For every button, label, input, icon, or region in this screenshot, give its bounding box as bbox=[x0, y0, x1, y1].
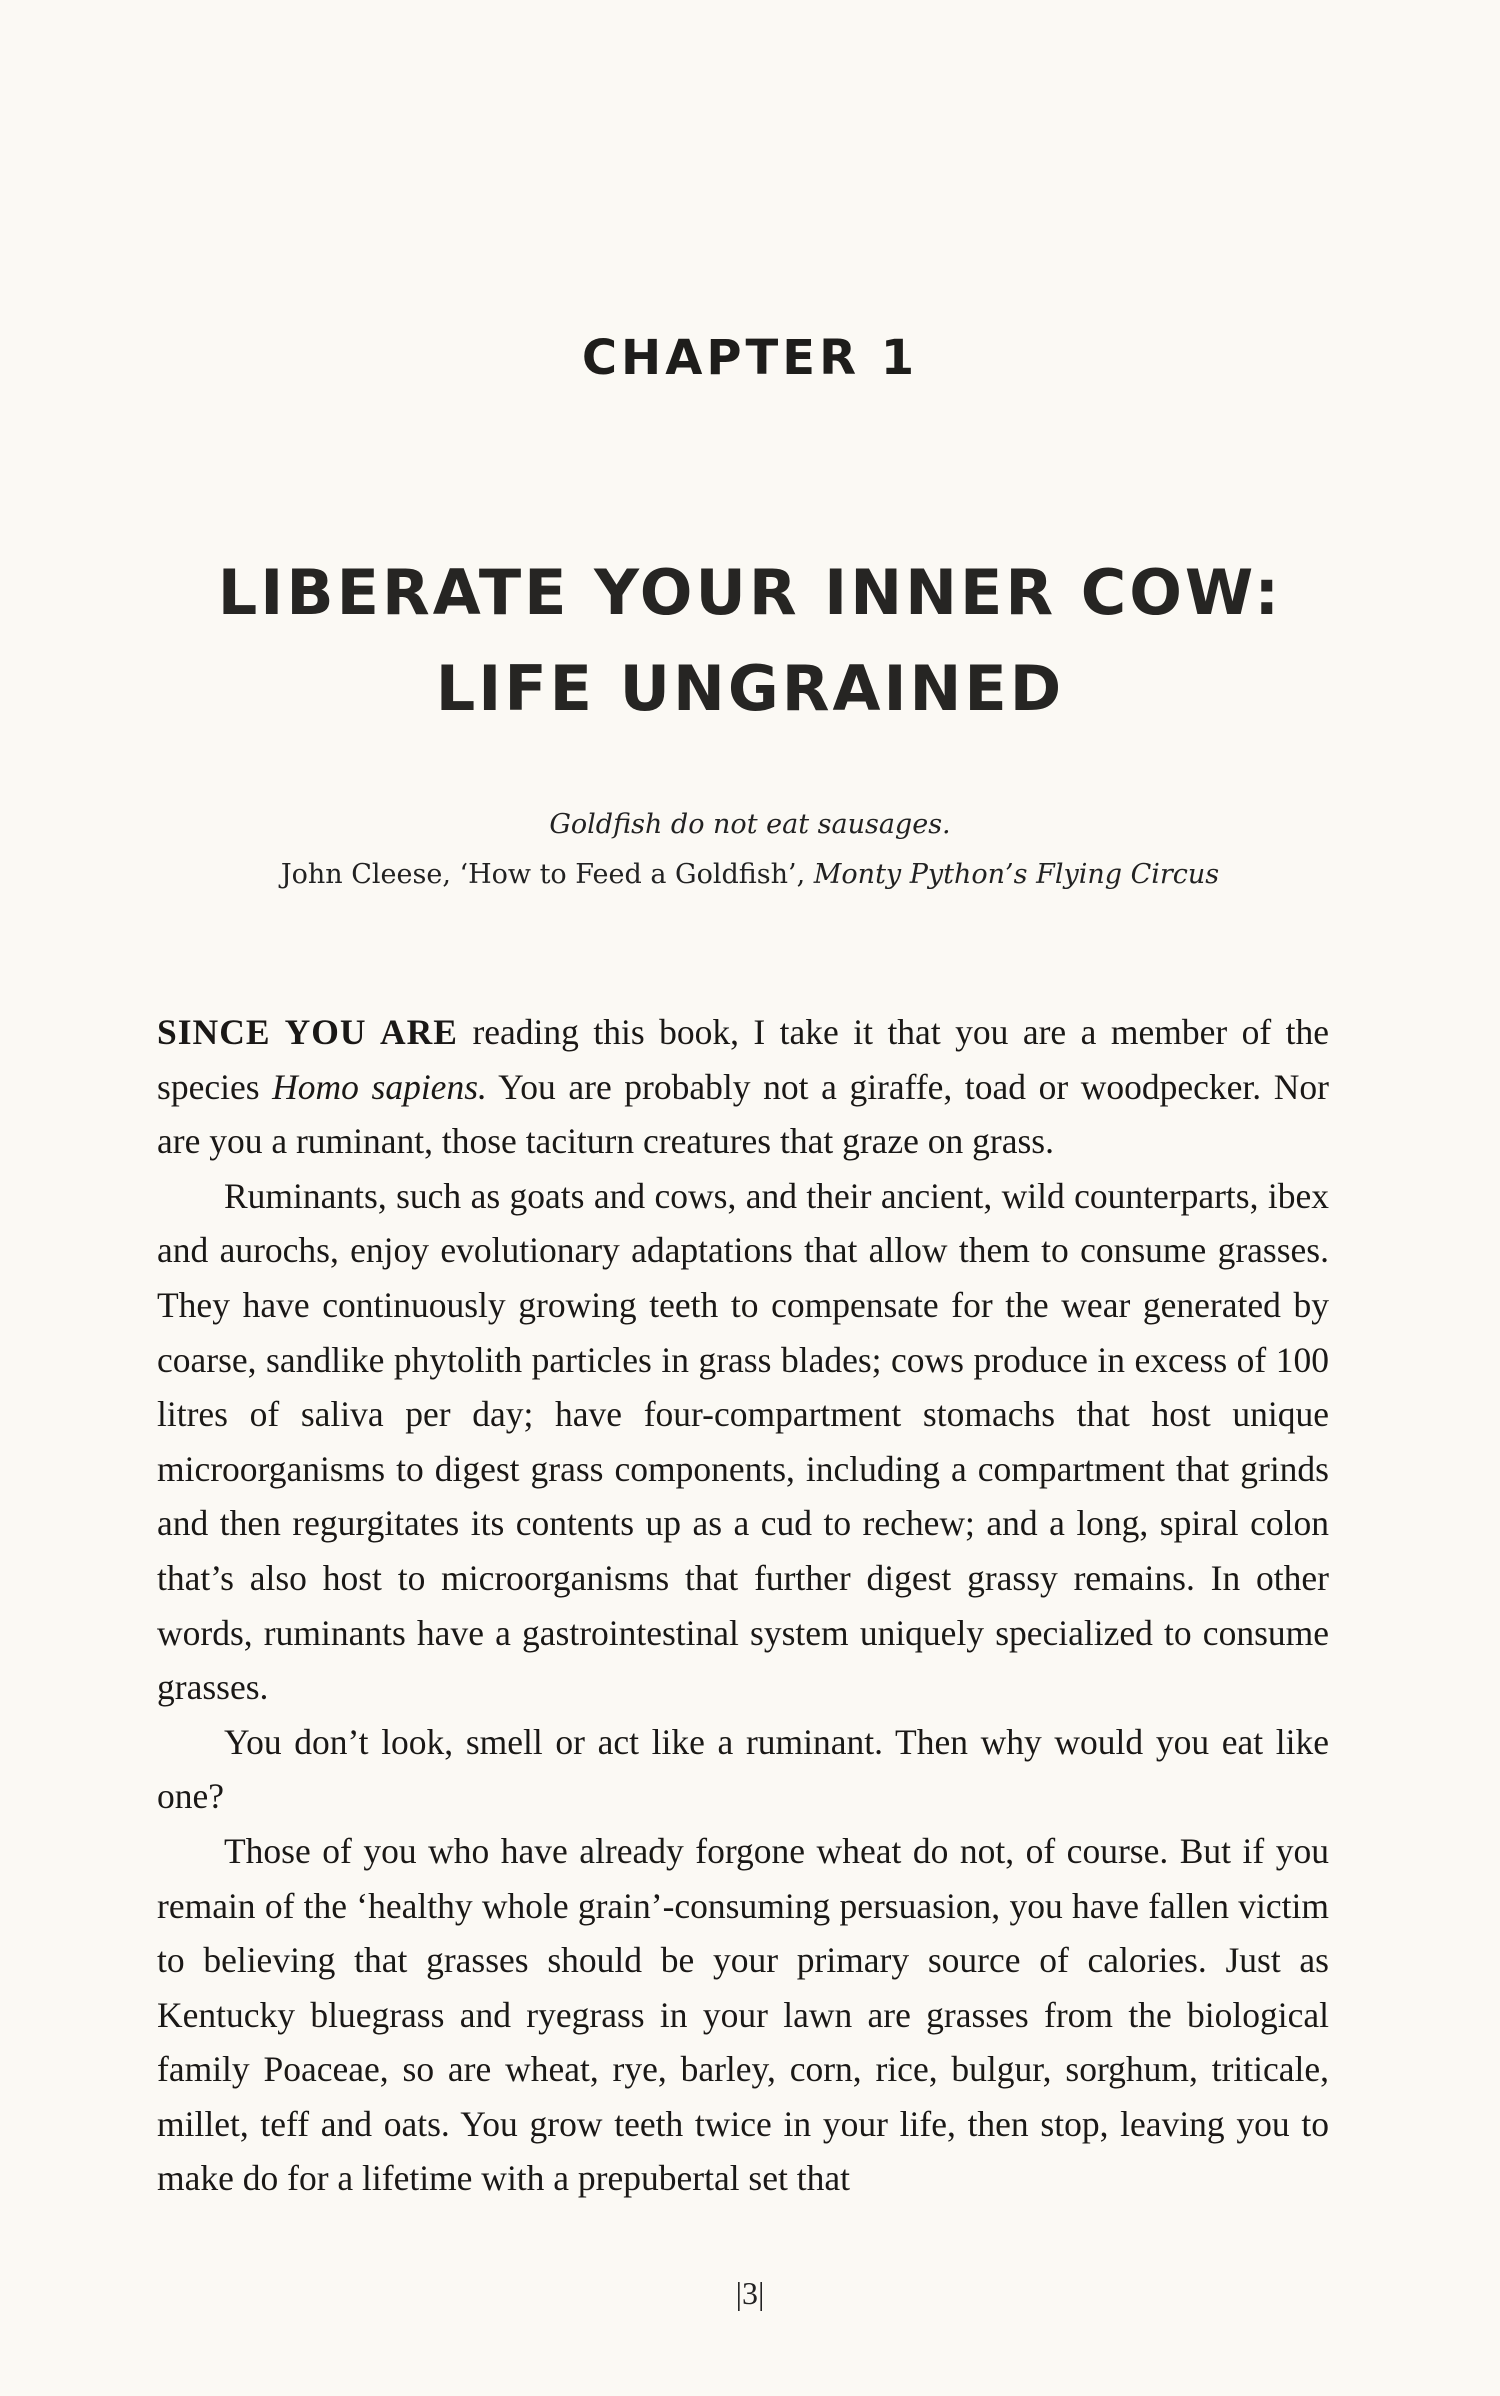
epigraph-attribution bbox=[0, 850, 1500, 900]
chapter-title-line-2: LIFE UNGRAINED bbox=[435, 652, 1065, 725]
paragraph-1-text-a: reading this book, I take it that you are a member of the species bbox=[157, 1012, 1329, 1107]
chapter-label: CHAPTER 1 bbox=[581, 330, 919, 386]
paragraph-3: You don’t look, smell or act like a ruminant. Then why would you eat like one? bbox=[157, 1721, 1329, 1817]
paragraph-1-text-b: You are probably not a giraffe, toad or woodpecker. Nor are you a ruminant, those taciturn creatures that graze on grass. bbox=[157, 1066, 1329, 1162]
epigraph bbox=[0, 800, 1500, 900]
epigraph-attribution-author: John Cleese, ‘How to Feed a Goldfish’, bbox=[280, 859, 814, 890]
epigraph-attribution-source: Monty Python’s Flying Circus bbox=[813, 859, 1220, 890]
body-text bbox=[157, 1005, 1329, 2206]
epigraph-quote: Goldfish do not eat sausages. bbox=[549, 809, 951, 840]
paragraph-lead-in: SINCE YOU ARE bbox=[157, 1012, 458, 1052]
page-number: |3| bbox=[735, 2275, 765, 2311]
paragraph-1 bbox=[157, 1005, 1329, 1169]
paragraph-2: Ruminants, such as goats and cows, and their ancient, wild counterparts, ibex and aurochs, enjoy evolutionary adaptations that allow them to consume grasses. They have continuously growing teeth to compensate for the wear generated by coarse, sandlike phytolith particles in grass blades; cows produce in excess of 100 litres of saliva per day; have four-compartment stomachs that host unique microorganisms to digest grass components, including a compartment that grinds and then regurgitates its contents up as a cud to rechew; and a long, spiral colon that’s also host to microorganisms that further digest grassy remains. In other words, ruminants have a gastrointestinal system uniquely specialized to consume grasses. bbox=[157, 1175, 1329, 1708]
chapter-title-line-1: LIBERATE YOUR INNER COW: bbox=[217, 556, 1283, 629]
paragraph-1-species: Homo sapiens. bbox=[272, 1066, 487, 1107]
paragraph-4: Those of you who have already forgone wheat do not, of course. But if you remain of the ‘healthy whole grain’-consuming persuasion, you have fallen victim to believing that grasses should be your primary source of calories. Just as Kentucky bluegrass and ryegrass in your lawn are grasses from the biological family Poaceae, so are wheat, rye, barley, corn, rice, bulgur, sorghum, triticale, millet, teff and oats. You grow teeth twice in your life, then stop, leaving you to make do for a lifetime with a prepubertal set that bbox=[157, 1830, 1329, 2199]
chapter-title bbox=[0, 545, 1500, 737]
